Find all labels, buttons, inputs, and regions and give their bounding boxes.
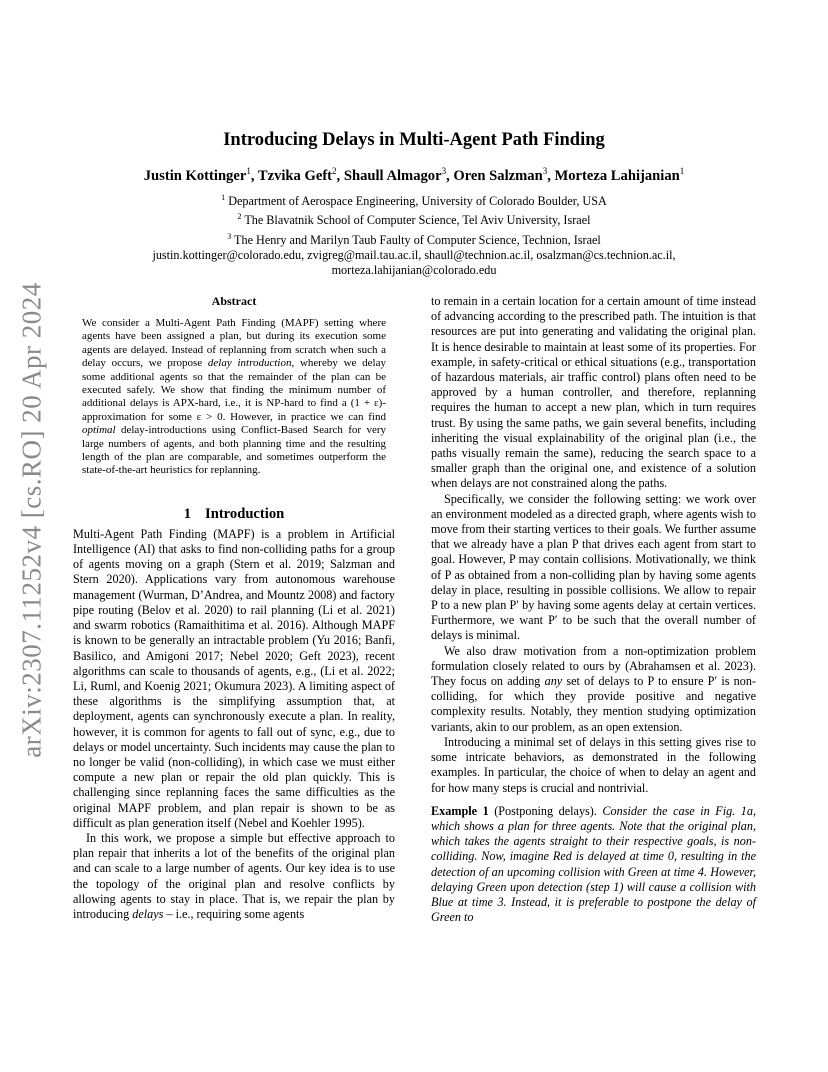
email-line: morteza.lahijanian@colorado.edu: [331, 263, 497, 277]
author-affil-mark: 1: [246, 166, 251, 176]
paragraph: Introducing a minimal set of delays in this setting gives rise to some intricate behaviors, as demonstrated in the following examples. In particular, the choice of when to delay an agent and for how many steps is crucial and nontrivial.: [431, 734, 756, 795]
paper-title: Introducing Delays in Multi-Agent Path Finding: [223, 130, 605, 150]
author-affil-mark: 1: [679, 166, 685, 176]
author-affil-mark: 3: [542, 166, 548, 176]
author-name: Shaull Almagor: [343, 167, 442, 184]
author-list: Justin Kottinger$^1$, Tzvika Geft$^2$, Shaull Almagor$^3$, Oren Salzman$^3$, Morteza Lahijanian$^1$: [143, 166, 685, 184]
left-column: [73, 294, 395, 922]
paragraph: In this work, we propose a simple but effective approach to plan repair that inherits a lot of the benefits of the original plan and can scale to a large number of agents. Our key idea is to use the topology of the original plan and resolve conflicts by allowing agents to stay in place. That is, we repair the plan by introducing delays – i.e., requiring some agents: [73, 830, 395, 921]
paragraph: to remain in a certain location for a certain amount of time instead of advancing according to the prescribed path. The intuition is that resources are put into generating and validating the original plan. It is hence desirable to maintain at least some of its properties. For example, in safety-critical or ethical situations (e.g., transportation of hazardous materials, air traffic control) plans often need to be approved by a human controller, and therefore, replanning requires the human to accept a new plan, which in turn requires trust. By using the same paths, we gain several benefits, including inheriting the visual explainability of the original plan (i.e., the paths visually remain the same), reducing the search space to a smaller graph than the original one, and existence of a solution when delays are not constrained along the paths.: [431, 294, 756, 491]
example-paragraph: Example 1 (Postponing delays). Consider the case in Fig. 1a, which shows a plan for three agents. Note that the original plan, which takes the agents straight to their respective goals, is non-colliding. Now, imagine Red is delayed at time 0, resulting in the detection of an upcoming collision with Green at time 4. However, delaying Green upon detection (step 1) will cause a collision with Blue at time 3. Instead, it is preferable to postpone the delay of Green to: [431, 803, 756, 925]
paragraph: Specifically, we consider the following setting: we work over an environment modeled as a directed graph, where agents wish to move from their starting vertices to their goals. We further assume that we already have a plan P that drives each agent from start to goal. However, P may contain collisions. Motivationally, we think of P as obtained from a non-colliding plan by having some agents delay in place, resulting in possible collisions. We allow to repair P to a new plan P′ by having some agents delay at certain vertices. Furthermore, we want P′ to be such that the overall number of delays is minimal.: [431, 491, 756, 643]
abstract-body: We consider a Multi-Agent Path Finding (MAPF) setting where agents have been assigned a plan, but during its execution some agents are delayed. Instead of replanning from scratch when such a delay occurs, we propose delay introduction, whereby we delay some additional agents so that the remainder of the plan can be executed safely. We show that finding the minimum number of additional delays is APX-hard, i.e., it is NP-hard to find a (1 + ε)-approximation for some ε > 0. However, in practice we can find optimal delay-introductions using Conflict-Based Search for very large numbers of agents, and both planning time and the resulting length of the plan are comparable, and sometimes outperform the state-of-the-art heuristics for replanning.: [82, 317, 386, 477]
arxiv-identifier: arXiv:2307.11252v4 [cs.RO] 20 Apr 2024: [16, 282, 47, 758]
author-name: Tzvika Geft: [257, 167, 333, 184]
affiliation-line: $^1$ Department of Aerospace Engineering, University of Colorado Boulder, USA: [221, 193, 607, 209]
author-affil-mark: 3: [441, 166, 447, 176]
affiliation-line: $^3$ The Henry and Marilyn Taub Faulty of Computer Science, Technion, Israel: [227, 231, 601, 247]
abstract-heading: Abstract: [211, 294, 257, 308]
affiliations: [0, 190, 828, 278]
author-name: Justin Kottinger: [143, 167, 247, 184]
arxiv-sidebar: [12, 280, 52, 760]
right-column: [431, 294, 756, 925]
author-name: Morteza Lahijanian: [554, 167, 680, 184]
author-name: Oren Salzman: [453, 167, 543, 184]
section-heading: 1 Introduction: [183, 505, 285, 522]
paragraph: We also draw motivation from a non-optimization problem formulation closely related to ours by (Abrahamsen et al. 2023). They focus on adding any set of delays to P to ensure P′ is non-colliding, for which they provide positive and negative complexity results. Notably, they mention studying optimization variants, akin to our problem, as an open extension.: [431, 643, 756, 734]
email-line: justin.kottinger@colorado.edu, zvigreg@mail.tau.ac.il, shaull@technion.ac.il, osalzman@cs.technion.ac.il,: [152, 247, 676, 262]
paragraph: Multi-Agent Path Finding (MAPF) is a problem in Artificial Intelligence (AI) that asks to find non-colliding paths for a group of agents moving on a graph (Stern et al. 2019; Salzman and Stern 2020). Applications vary from autonomous warehouse management (Wurman, D’Andrea, and Mountz 2008) and factory pipe routing (Belov et al. 2020) to rail planning (Li et al. 2021) and swarm robotics (Ramaithitima et al. 2016). Although MAPF is known to be generally an intractable problem (Yu 2016; Banfi, Basilico, and Amigoni 2017; Nebel 2020; Geft 2023), recent algorithms can scale to thousands of agents, e.g., (Li et al. 2022; Li, Ruml, and Koenig 2021; Okumura 2023). A limiting aspect of these algorithms is the simplifying assumption that, at deployment, agents can synchronously execute a plan. In reality, however, it is common for agents to fall out of sync, e.g., due to delays or model uncertainty. Such incidents may cause the plan to no longer be valid (non-colliding), in which case we must either compute a new plan or repair the old plan quickly. This is challenging since replanning faces the same difficulties as the original MAPF problem, and plan repair is shown to be as difficult as plan generation itself (Nebel and Koehler 1995).: [73, 526, 395, 830]
affiliation-line: $^2$ The Blavatnik School of Computer Science, Tel Aviv University, Israel: [237, 212, 591, 228]
author-affil-mark: 2: [332, 166, 337, 176]
